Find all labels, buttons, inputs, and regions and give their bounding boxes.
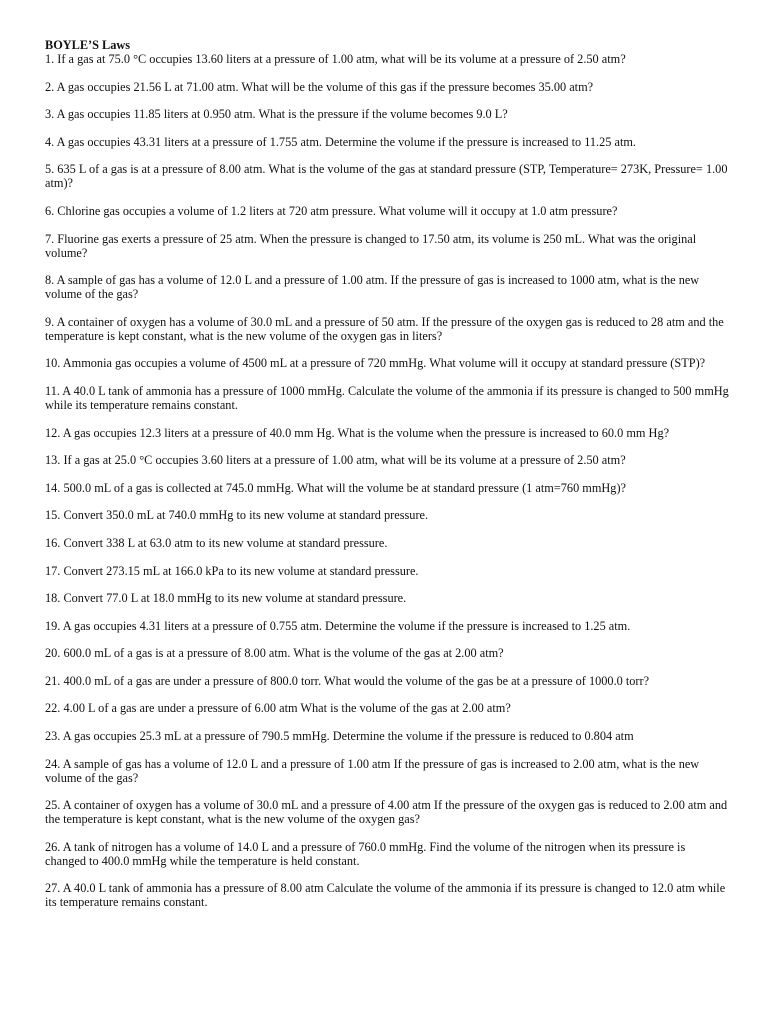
question-item: 10. Ammonia gas occupies a volume of 4500 mL at a pressure of 720 mmHg. What volume will it occupy at standard pressure (STP)?: [45, 356, 706, 371]
question-item: 14. 500.0 mL of a gas is collected at 745.0 mmHg. What will the volume be at standard pressure (1 atm=760 mmHg)?: [45, 480, 626, 495]
question-item: 16. Convert 338 L at 63.0 atm to its new volume at standard pressure.: [45, 535, 388, 550]
question-item: 20. 600.0 mL of a gas is at a pressure of 8.00 atm. What is the volume of the gas at 2.00 atm?: [45, 646, 504, 661]
question-item: 9. A container of oxygen has a volume of 30.0 mL and a pressure of 50 atm. If the pressure of the oxygen gas is reduced to 28 atm and the temperature is kept constant, what is the new volume of the oxygen gas in liters?: [45, 314, 724, 343]
question-list: [45, 52, 729, 909]
question-item: 25. A container of oxygen has a volume of 30.0 mL and a pressure of 4.00 atm If the pressure of the oxygen gas is reduced to 2.00 atm and the temperature is kept constant, what is the new volume of the oxygen gas?: [45, 798, 728, 827]
question-item: 2. A gas occupies 21.56 L at 71.00 atm. What will be the volume of this gas if the pressure becomes 35.00 atm?: [45, 79, 594, 94]
question-item: 6. Chlorine gas occupies a volume of 1.2 liters at 720 atm pressure. What volume will it occupy at 1.0 atm pressure?: [45, 203, 618, 218]
question-item: 15. Convert 350.0 mL at 740.0 mmHg to its new volume at standard pressure.: [45, 508, 429, 523]
question-item: 12. A gas occupies 12.3 liters at a pressure of 40.0 mm Hg. What is the volume when the pressure is increased to 60.0 mm Hg?: [45, 425, 670, 440]
question-item: 18. Convert 77.0 L at 18.0 mmHg to its new volume at standard pressure.: [45, 591, 407, 606]
question-item: 24. A sample of gas has a volume of 12.0 L and a pressure of 1.00 atm If the pressure of gas is increased to 2.00 atm, what is the new volume of the gas?: [45, 756, 700, 785]
question-item: 3. A gas occupies 11.85 liters at 0.950 atm. What is the pressure if the volume becomes 9.0 L?: [45, 107, 508, 122]
question-item: 17. Convert 273.15 mL at 166.0 kPa to its new volume at standard pressure.: [45, 563, 419, 578]
question-item: 21. 400.0 mL of a gas are under a pressure of 800.0 torr. What would the volume of the gas be at a pressure of 1000.0 torr?: [45, 673, 650, 688]
question-item: 27. A 40.0 L tank of ammonia has a pressure of 8.00 atm Calculate the volume of the ammonia if its pressure is changed to 12.0 atm while its temperature remains constant.: [45, 881, 726, 910]
question-item: 22. 4.00 L of a gas are under a pressure of 6.00 atm What is the volume of the gas at 2.00 atm?: [45, 701, 511, 716]
question-item: 1. If a gas at 75.0 °C occupies 13.60 liters at a pressure of 1.00 atm, what will be its volume at a pressure of 2.50 atm?: [45, 52, 626, 66]
question-item: 7. Fluorine gas exerts a pressure of 25 atm. When the pressure is changed to 17.50 atm, its volume is 250 mL. What was the original volume?: [45, 231, 697, 260]
question-item: 19. A gas occupies 4.31 liters at a pressure of 0.755 atm. Determine the volume if the pressure is increased to 1.25 atm.: [45, 618, 631, 633]
question-item: 5. 635 L of a gas is at a pressure of 8.00 atm. What is the volume of the gas at standard pressure (STP, Temperature= 273K, Pressure= 1.00 atm)?: [45, 162, 728, 191]
question-item: 23. A gas occupies 25.3 mL at a pressure of 790.5 mmHg. Determine the volume if the pressure is reduced to 0.804 atm: [45, 729, 634, 744]
question-item: 26. A tank of nitrogen has a volume of 14.0 L and a pressure of 760.0 mmHg. Find the volume of the nitrogen when its pressure is changed to 400.0 mmHg while the temperature is held constant.: [45, 839, 686, 868]
question-item: 4. A gas occupies 43.31 liters at a pressure of 1.755 atm. Determine the volume if the pressure is increased to 11.25 atm.: [45, 134, 637, 149]
question-item: 13. If a gas at 25.0 °C occupies 3.60 liters at a pressure of 1.00 atm, what will be its volume at a pressure of 2.50 atm?: [45, 453, 626, 468]
question-item: 11. A 40.0 L tank of ammonia has a pressure of 1000 mmHg. Calculate the volume of the ammonia if its pressure is changed to 500 mmHg while its temperature remains constant.: [45, 383, 729, 412]
worksheet-title: BOYLE’S Laws: [45, 38, 131, 52]
worksheet-page: [45, 38, 729, 923]
question-item: 8. A sample of gas has a volume of 12.0 L and a pressure of 1.00 atm. If the pressure of gas is increased to 1000 atm, what is the new volume of the gas?: [45, 273, 700, 302]
